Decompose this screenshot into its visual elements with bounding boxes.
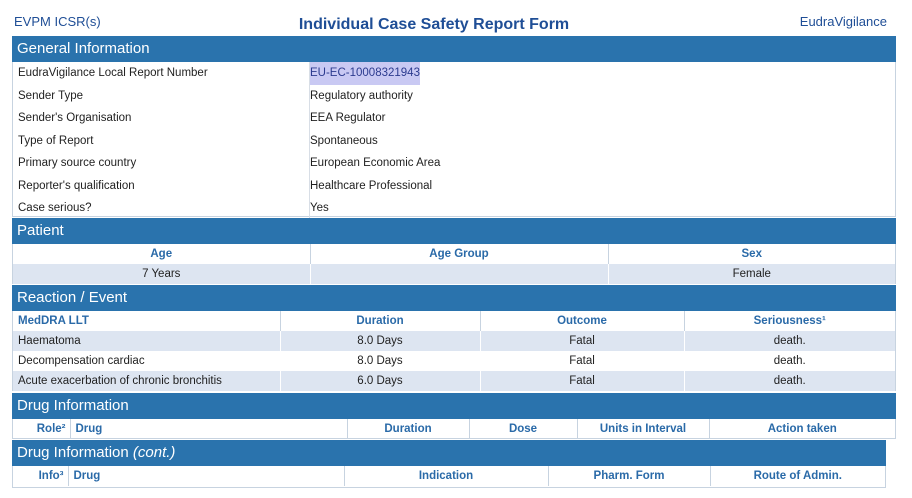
table-row	[13, 264, 895, 284]
field-row-sender-type	[13, 85, 895, 108]
field-value: Yes	[310, 202, 329, 214]
reaction-outcome: Fatal	[480, 371, 684, 391]
field-row-source-country	[13, 152, 895, 175]
report-header	[0, 0, 912, 34]
drug-table	[12, 419, 896, 439]
column-header-drug: Drug	[70, 419, 347, 439]
reaction-event-header	[12, 285, 896, 311]
reaction-term: Decompensation cardiac	[13, 351, 280, 371]
column-header-duration: Duration	[280, 311, 480, 331]
field-row-report-number	[13, 62, 895, 85]
reaction-outcome: Fatal	[480, 351, 684, 371]
drug-cont-table	[12, 466, 886, 488]
field-label: Primary source country	[18, 157, 137, 169]
column-header-meddra-llt: MedDRA LLT	[13, 311, 280, 331]
section-title: Patient	[17, 222, 64, 239]
reaction-seriousness: death.	[773, 355, 806, 367]
general-information-header	[12, 36, 896, 62]
column-header-action-taken: Action taken	[767, 423, 837, 435]
reaction-outcome: Fatal	[480, 331, 684, 351]
reaction-duration: 8.0 Days	[280, 331, 480, 351]
column-header-units-in-interval: Units in Interval	[577, 419, 709, 439]
reaction-term: Haematoma	[13, 331, 280, 351]
column-header-indication: Indication	[344, 466, 548, 486]
column-header-outcome: Outcome	[480, 311, 684, 331]
report-number-value[interactable]: EU-EC-10008321943	[310, 62, 420, 85]
field-row-sender-organisation	[13, 107, 895, 130]
table-row	[13, 351, 895, 371]
field-row-case-serious	[13, 197, 895, 220]
field-label: EudraVigilance Local Report Number	[18, 67, 208, 79]
column-header-age: Age	[13, 244, 310, 264]
table-row	[13, 371, 895, 391]
page-title: Individual Case Safety Report Form	[298, 16, 570, 33]
section-title: Drug Information	[17, 397, 129, 414]
patient-table	[12, 244, 896, 284]
section-title: Reaction / Event	[17, 289, 128, 306]
field-row-report-type	[13, 130, 895, 153]
field-label: Sender's Organisation	[18, 112, 132, 124]
table-header-row	[13, 419, 895, 439]
patient-header	[12, 218, 896, 244]
column-header-pharm-form: Pharm. Form	[548, 466, 710, 486]
reaction-table	[12, 311, 896, 391]
field-value: Spontaneous	[310, 134, 378, 147]
column-header-seriousness: Seriousness¹	[753, 315, 826, 327]
field-label: Reporter's qualification	[18, 179, 135, 192]
field-label: Type of Report	[18, 134, 94, 147]
column-header-dose: Dose	[469, 419, 577, 439]
field-value: European Economic Area	[310, 157, 441, 169]
table-header-row	[13, 311, 895, 331]
drug-information-header	[12, 393, 896, 419]
column-header-route-of-admin: Route of Admin.	[753, 470, 842, 482]
reaction-duration: 8.0 Days	[280, 351, 480, 371]
column-header-role: Role²	[13, 419, 70, 439]
table-header-row	[13, 466, 885, 486]
column-header-sex: Sex	[741, 248, 762, 260]
reaction-term: Acute exacerbation of chronic bronchitis	[13, 371, 280, 391]
age-value: 7 Years	[13, 264, 310, 284]
age-group-value	[310, 264, 608, 284]
table-header-row	[13, 244, 895, 264]
column-header-duration: Duration	[347, 419, 469, 439]
section-title-suffix: (cont.)	[132, 444, 176, 461]
field-label: Case serious?	[18, 202, 92, 214]
reaction-seriousness: death.	[684, 371, 895, 391]
column-header-age-group: Age Group	[310, 244, 608, 264]
field-value: EEA Regulator	[310, 112, 386, 124]
column-header-drug: Drug	[68, 466, 344, 486]
field-value: Healthcare Professional	[310, 179, 433, 192]
field-label: Sender Type	[18, 89, 84, 102]
brand-name: EudraVigilance	[799, 14, 887, 29]
reaction-duration: 6.0 Days	[280, 371, 480, 391]
app-name: EVPM ICSR(s)	[14, 14, 101, 29]
field-value: Regulatory authority	[310, 89, 413, 102]
reaction-seriousness: death.	[684, 331, 895, 351]
column-header-info: Info³	[13, 466, 68, 486]
drug-information-cont-header	[12, 440, 886, 466]
general-information-table	[12, 62, 896, 217]
section-title: General Information	[17, 40, 150, 57]
sex-value: Female	[608, 264, 895, 284]
section-title: Drug Information	[17, 444, 129, 461]
table-row	[13, 331, 895, 351]
field-row-reporter-qualification	[13, 175, 895, 198]
